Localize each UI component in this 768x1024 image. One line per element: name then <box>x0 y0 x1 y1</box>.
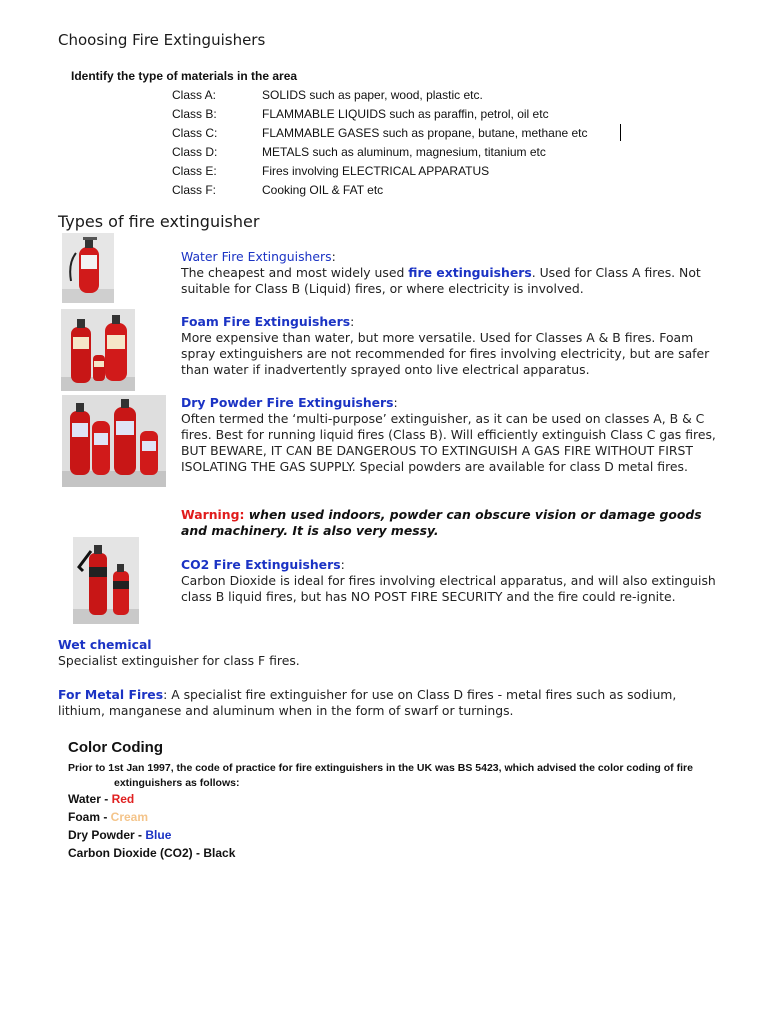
color-coding-value: Cream <box>110 810 149 824</box>
wet-chemical-text: Specialist extinguisher for class F fires. <box>58 653 300 668</box>
class-description: METALS such as aluminum, magnesium, titanium etc <box>262 145 546 159</box>
class-label: Class D: <box>172 145 218 159</box>
co2-heading: CO2 Fire Extinguishers <box>181 557 341 572</box>
color-coding-label: Foam - <box>68 810 111 824</box>
color-coding-label: Dry Powder - <box>68 828 146 842</box>
color-coding-title: Color Coding <box>68 739 163 756</box>
foam-extinguisher-image <box>61 309 135 391</box>
warning-label: Warning: <box>181 507 245 522</box>
class-description: Cooking OIL & FAT etc <box>262 183 384 197</box>
class-description: Fires involving ELECTRICAL APPARATUS <box>262 164 490 178</box>
color-coding-label: Water - <box>68 792 112 806</box>
water-text-after: . Used for Class A fires. Not suitable for Class B (Liquid) fires, or where electricity is involved. <box>181 265 701 296</box>
color-coding-value: Red <box>111 792 135 806</box>
class-label: Class A: <box>172 88 217 102</box>
water-heading: Water Fire Extinguishers <box>181 249 332 264</box>
co2-text: Carbon Dioxide is ideal for fires involving electrical apparatus, and will also extinguish class B liquid fires, but has NO POST FIRE SECURITY and the fire could re-ignite. <box>181 573 716 604</box>
types-heading: Types of fire extinguisher <box>58 212 260 231</box>
color-coding-note <box>68 761 708 791</box>
class-description: FLAMMABLE GASES such as propane, butane, methane etc <box>262 126 588 140</box>
identify-heading: Identify the type of materials in the area <box>71 69 298 83</box>
foam-text: More expensive than water, but more versatile. Used for Classes A & B fires. Foam spray extinguishers are not recommended for fires involving electricity, but are safer than water if inadvertently sprayed onto live electrical apparatus. <box>181 330 710 377</box>
class-description: FLAMMABLE LIQUIDS such as paraffin, petrol, oil etc <box>262 107 549 121</box>
foam-heading-colon: : <box>350 314 355 329</box>
dry-powder-heading-colon: : <box>393 395 398 410</box>
dry-powder-heading: Dry Powder Fire Extinguishers <box>181 395 394 410</box>
color-coding-item <box>68 810 148 824</box>
co2-section <box>181 557 716 605</box>
page-title: Choosing Fire Extinguishers <box>58 31 266 49</box>
metal-fires-text: : A specialist fire extinguisher for use on Class D fires - metal fires such as sodium, lithium, manganese and aluminum when in the form of swarf or turnings. <box>58 687 677 718</box>
color-coding-label: Carbon Dioxide (CO2) - <box>68 846 204 860</box>
dry-powder-section <box>181 395 716 475</box>
class-label: Class F: <box>172 183 217 197</box>
color-coding-item <box>68 846 235 860</box>
dry-powder-text: Often termed the ‘multi-purpose’ extinguisher, as it can be used on classes A, B & C fires. Best for running liquid fires (Class B). Will efficiently extinguish Class C gas fires, BUT BEWARE, IT CAN BE DANGEROUS TO EXTINGUISH A GAS FIRE WITHOUT FIRST ISOLATING THE GAS SUPPLY. Special powders are available for class D metal fires. <box>181 411 716 474</box>
water-heading-colon: : <box>331 249 336 264</box>
color-coding-note-line1: Prior to 1st Jan 1997, the code of practice for fire extinguishers in the UK was BS 5423, which advised the color coding of fire <box>68 762 693 774</box>
foam-section <box>181 314 716 378</box>
co2-heading-colon: : <box>340 557 345 572</box>
metal-fires-section <box>58 687 718 719</box>
class-label: Class C: <box>172 126 218 140</box>
color-coding-item <box>68 828 171 842</box>
powder-warning <box>181 507 721 539</box>
fire-extinguishers-link[interactable]: fire extinguishers <box>408 265 532 280</box>
color-coding-value: Black <box>203 846 236 860</box>
water-text-before: The cheapest and most widely used <box>181 265 409 280</box>
wet-chemical-heading: Wet chemical <box>58 637 152 652</box>
text-cursor <box>620 124 621 141</box>
class-label: Class B: <box>172 107 217 121</box>
water-extinguisher-image <box>62 233 114 303</box>
class-label: Class E: <box>172 164 217 178</box>
co2-extinguisher-image <box>73 537 139 624</box>
foam-heading: Foam Fire Extinguishers <box>181 314 351 329</box>
metal-fires-heading: For Metal Fires <box>58 687 164 702</box>
color-coding-item <box>68 792 134 806</box>
water-section <box>181 249 716 297</box>
class-description: SOLIDS such as paper, wood, plastic etc. <box>262 88 483 102</box>
dry-powder-extinguisher-image <box>62 395 166 487</box>
color-coding-value: Blue <box>145 828 172 842</box>
warning-text: when used indoors, powder can obscure vision or damage goods and machinery. It is also very messy. <box>181 507 702 538</box>
wet-chemical-section <box>58 637 718 669</box>
color-coding-note-line2: extinguishers as follows: <box>114 777 240 789</box>
